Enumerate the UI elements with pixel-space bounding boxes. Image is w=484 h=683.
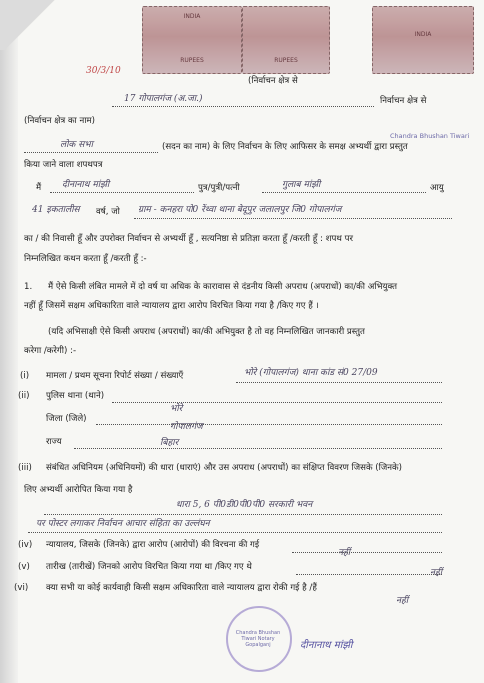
candidate-name: दीनानाथ मांझी [62, 180, 110, 190]
police-station-value: भोरे [170, 404, 183, 414]
item1-line-1: मैं ऐसे किसी लंबित मामले में दो वर्ष या अधिक के कारावास से दंडनीय किसी अपराध (अपराधों) का/की अभियुक्त [48, 282, 398, 292]
relation-label: पुत्र/पुत्री/पत्नी [198, 183, 240, 193]
state-label: राज्य [46, 437, 62, 447]
page-fold-corner [0, 0, 70, 50]
district-line [96, 424, 442, 425]
identity-prefix: मैं [36, 183, 42, 193]
state-line [74, 448, 442, 449]
stamp-left-country: INDIA [183, 13, 201, 20]
item-iv-number: (iv) [18, 540, 33, 550]
address-line [134, 218, 452, 219]
item-ii-number: (ii) [18, 391, 30, 401]
police-station-line [112, 402, 442, 403]
charge-date-line [296, 574, 442, 575]
stamp-right-country: INDIA [414, 31, 432, 38]
father-name: गुलाब मांझी [282, 180, 321, 190]
stay-label: क्या सभी या कोई कार्यवाही किसी सक्षम अधिकारिता वाले न्यायालय द्वारा रोकी गई है /हैं [46, 583, 317, 593]
revenue-stamp-middle [242, 6, 330, 74]
name-line [50, 192, 194, 193]
police-station-label: पुलिस थाना (थाने) [46, 391, 105, 401]
charge-date-label: तारीख (तारीखें) जिनको आरोप विरचित किया गया था /किए गए थे [46, 562, 252, 572]
stamp-left-value: RUPEES [180, 57, 204, 64]
affidavit-subtitle: किया जाने वाला शपथपत्र [24, 160, 103, 170]
act-line-2 [28, 532, 442, 533]
item1-line-3: (यदि अभिसाक्षी ऐसे किसी अपराध (अपराधों) का/की अभियुक्त है तो वह निम्नलिखित जानकारी प्रस्तुत [48, 327, 365, 337]
stamp-middle-value: RUPEES [274, 57, 298, 64]
statement-line: निम्नलिखित कथन करता हूँ /करती हूँ :- [24, 254, 147, 264]
district-label: जिला (जिले) [46, 414, 87, 424]
state-value: बिहार [160, 438, 179, 448]
address-value: ग्राम - कनहरा पो0 रेंथ्वा थाना बेदूपुर जलालपुर जि0 गोपालगंज [138, 205, 342, 215]
revenue-stamp-right [372, 6, 474, 74]
court-value: नहीं [338, 548, 351, 558]
charge-date-value: नहीं [430, 568, 443, 578]
notary-seal-text: Chandra Bhushan Tiwari Notary Gopalganj [235, 630, 281, 648]
court-line [292, 552, 442, 553]
house-line [24, 152, 158, 153]
case-number-label: मामला / प्रथम सूचना रिपोर्ट संख्या / संख्याएँ [46, 371, 184, 381]
residence-line: का / की निवासी हूँ और उपरोक्त निर्वाचन से अभ्यर्थी हूँ , सत्यनिष्ठा से प्रतिज्ञा करता हूँ /करती हूँ : शपथ पर [24, 234, 353, 244]
item-i-number: (i) [20, 371, 30, 381]
age-suffix: वर्ष, जो [96, 207, 120, 217]
district-value: गोपालगंज [170, 422, 203, 432]
case-number-line [236, 382, 442, 383]
item-number-1: 1. [24, 282, 33, 292]
item1-line-2: नहीं हूँ जिसमें सक्षम अधिकारिता वाले न्यायालय द्वारा आरोप विरचित किया गया है /किए गए हैं । [24, 301, 319, 311]
house-text: (सदन का नाम) के लिए निर्वाचन के लिए आफिसर के समक्ष अभ्यर्थी द्वारा प्रस्तुत [162, 142, 408, 152]
item-vi-number: (vi) [14, 583, 29, 593]
court-label: न्यायालय, जिसके (जिनके) द्वारा आरोप (आरोपों) की विरचना की गई [46, 540, 260, 550]
act-label-line-1: संबंधित अधिनियम (अधिनियमों) की धारा (धाराएं) और उस अपराध (अपराधों) का संक्षिप्त विवरण जिसके (जिनके) [46, 463, 402, 473]
age-label: आयु [430, 183, 444, 193]
handwritten-date: 30/3/10 [86, 66, 121, 76]
father-line [262, 192, 426, 193]
act-line-1 [44, 514, 442, 515]
constituency-label: निर्वाचन क्षेत्र से [380, 96, 427, 106]
act-value-line-1: धारा 5, 6 पी0डी0पी0पी0 सरकारी भवन [176, 500, 313, 510]
house-value: लोक सभा [60, 140, 93, 150]
act-label-line-2: लिए अभ्यर्थी आरोपित किया गया है [24, 485, 133, 495]
revenue-stamp-left [142, 6, 242, 74]
act-value-line-2: पर पोस्टर लगाकर निर्वाचन आचार संहिता का उल्लंघन [36, 519, 210, 529]
stay-value: नहीं [396, 596, 409, 606]
constituency-line [112, 106, 374, 107]
item-v-number: (v) [18, 562, 30, 572]
constituency-name-label: (निर्वाचन क्षेत्र का नाम) [24, 116, 95, 126]
notary-name-stamp: Chandra Bhushan Tiwari [390, 132, 470, 140]
page-left-edge [0, 0, 18, 683]
constituency-value: 17 गोपालगंज (अ.जा.) [124, 94, 203, 104]
candidate-signature: दीनानाथ मांझी [300, 640, 353, 651]
case-number-value: भोरे (गोपालगंज) थाना कांड सं0 27/09 [244, 368, 378, 378]
item1-line-4: करेगा /करेगी) :- [24, 346, 77, 356]
form-title: (निर्वाचन क्षेत्र से [248, 76, 298, 86]
age-value: 41 इकतालीस [32, 205, 80, 215]
item-iii-number: (iii) [18, 463, 32, 473]
